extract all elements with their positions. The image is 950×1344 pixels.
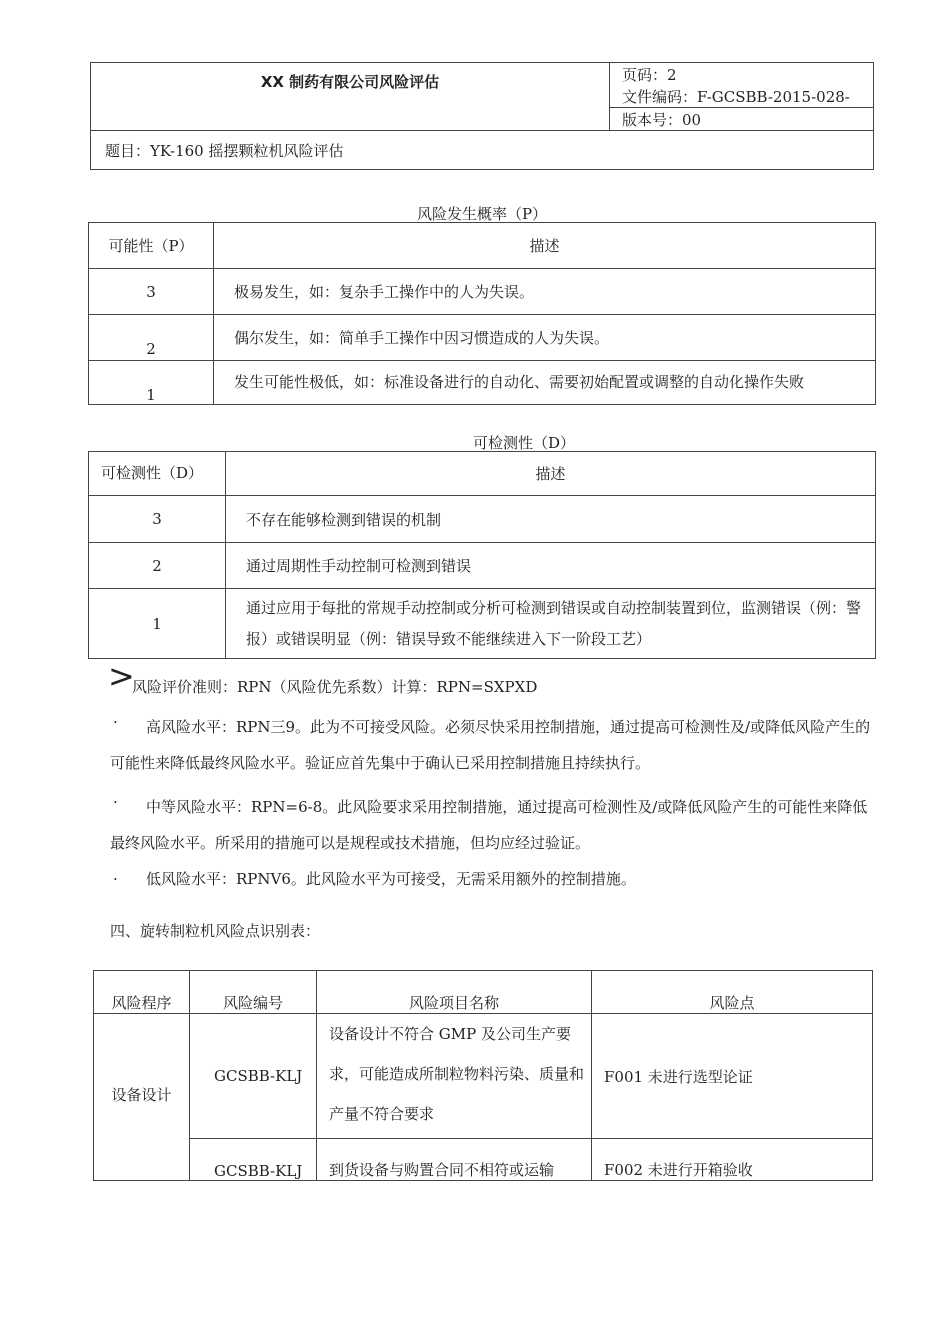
probability-desc: 偶尔发生，如：简单手工操作中因习惯造成的人为失误。: [214, 315, 876, 361]
doc-code: 文件编码：F-GCSBB-2015-028-: [610, 85, 874, 108]
detectability-table: [88, 451, 876, 659]
bullet-icon: ·: [113, 793, 118, 811]
section-title: 四、旋转制粒机风险点识别表：: [110, 922, 321, 940]
page-number: 页码：2: [610, 63, 874, 86]
risk-col-name: 风险项目名称: [317, 971, 592, 1014]
criteria-title: 风险评价准则：RPN（风险优先系数）计算：RPN=SXPXD: [132, 678, 538, 696]
bullet-icon: ·: [113, 713, 118, 731]
risk-code: GCSBB-KLJ: [190, 1014, 317, 1139]
detectability-desc: 不存在能够检测到错误的机制: [226, 496, 876, 543]
table-row: [89, 589, 876, 659]
table-row: [94, 1014, 873, 1139]
detectability-level: 2: [89, 543, 226, 589]
risk-point: F001 未进行选型论证: [592, 1014, 873, 1139]
company-title: XX 制药有限公司风险评估: [91, 63, 610, 131]
detectability-col1-header: 可检测性（D）: [89, 452, 226, 496]
probability-desc: 极易发生，如：复杂手工操作中的人为失误。: [214, 269, 876, 315]
probability-table: [88, 222, 876, 405]
document-header: [90, 62, 874, 170]
risk-table: [93, 970, 873, 1181]
probability-level: 1: [89, 361, 214, 405]
risk-point: F002 未进行开箱验收: [592, 1139, 873, 1181]
table-row: [89, 543, 876, 589]
arrow-icon: >: [108, 657, 135, 695]
detectability-level: 3: [89, 496, 226, 543]
detectability-caption: 可检测性（D）: [472, 434, 576, 452]
probability-desc: 发生可能性极低，如：标准设备进行的自动化、需要初始配置或调整的自动化操作失败: [214, 361, 876, 405]
high-risk-text: 高风险水平：RPN三9。此为不可接受风险。必须尽快采用控制措施，通过提高可检测性及/或降低风险产生的可能性来降低最终风险水平。验证应首先集中于确认已采用控制措施且持续执行。: [110, 718, 871, 772]
detectability-desc: 通过周期性手动控制可检测到错误: [226, 543, 876, 589]
bullet-icon: ·: [113, 870, 118, 888]
medium-risk-text: 中等风险水平：RPN=6-8。此风险要求采用控制措施，通过提高可检测性及/或降低风险产生的可能性来降低最终风险水平。所采用的措施可以是规程或技术措施，但均应经过验证。: [110, 798, 868, 852]
risk-code: GCSBB-KLJ: [190, 1139, 317, 1181]
table-row: [89, 361, 876, 405]
document-topic: 题目：YK-160 摇摆颗粒机风险评估: [91, 131, 874, 170]
probability-col2-header: 描述: [214, 223, 876, 269]
low-risk-text: 低风险水平：RPNV6。此风险水平为可接受，无需采用额外的控制措施。: [146, 870, 636, 888]
risk-col-point: 风险点: [592, 971, 873, 1014]
table-row: [89, 315, 876, 361]
probability-level: 3: [89, 269, 214, 315]
version-number: 版本号：00: [610, 108, 874, 131]
risk-col-code: 风险编号: [190, 971, 317, 1014]
probability-caption: 风险发生概率（P）: [416, 205, 548, 223]
risk-group: 设备设计: [94, 1014, 190, 1181]
risk-name: 设备设计不符合 GMP 及公司生产要求，可能造成所制粒物料污染、质量和产量不符合要求: [317, 1014, 592, 1139]
probability-col1-header: 可能性（P）: [89, 223, 214, 269]
detectability-desc: 通过应用于每批的常规手动控制或分析可检测到错误或自动控制装置到位，监测错误（例：警报）或错误明显（例：错误导致不能继续进入下一阶段工艺）: [226, 589, 876, 659]
detectability-level: 1: [89, 589, 226, 659]
table-row: [89, 496, 876, 543]
risk-name: 到货设备与购置合同不相符或运输: [317, 1139, 592, 1181]
table-row: [94, 1139, 873, 1181]
risk-col-process: 风险程序: [94, 971, 190, 1014]
detectability-col2-header: 描述: [226, 452, 876, 496]
table-row: [89, 269, 876, 315]
probability-level: 2: [89, 315, 214, 361]
